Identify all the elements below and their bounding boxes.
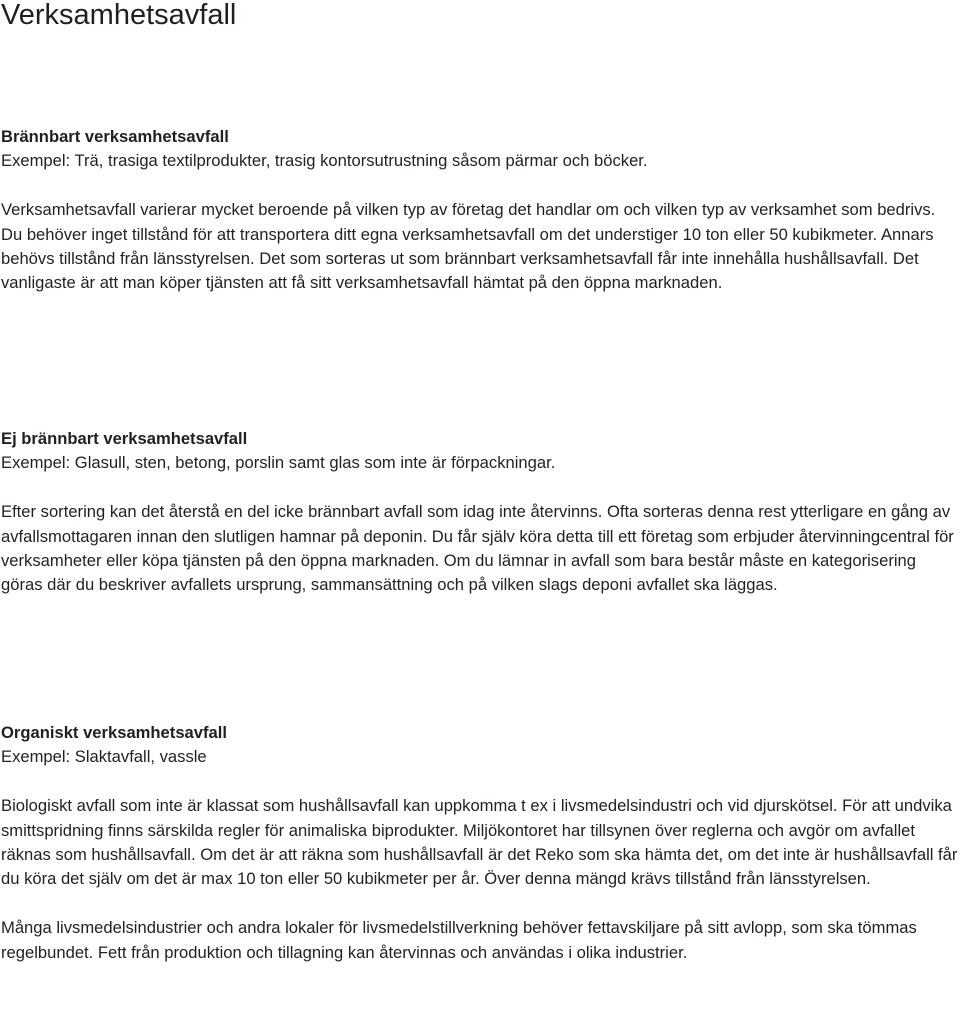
section-ej-brannbart-verksamhetsavfall <box>1 427 959 598</box>
section-example: Exempel: Slaktavfall, vassle <box>1 747 207 767</box>
section-heading: Organiskt verksamhetsavfall <box>1 723 227 742</box>
section-example: Exempel: Trä, trasiga textilprodukter, trasig kontorsutrustning såsom pärmar och böcker. <box>1 151 648 171</box>
section-paragraph: Biologiskt avfall som inte är klassat som hushållsavfall kan uppkomma t ex i livsmedelsindustri och vid djurskötsel. För att undvika smittspridning finns särskilda regler för animaliska biprodukter. Miljökontoret har tillsynen över reglerna och avgör om avfallet räknas som hushållsavfall. Om det är att räkna som hushållsavfall är det Reko som ska hämta det, om det inte är hushållsavfall får du köra det själv om det är max 10 ton eller 50 kubikmeter per år. Över denna mängd krävs tillstånd från länsstyrelsen. <box>1 796 958 889</box>
section-heading: Brännbart verksamhetsavfall <box>1 127 229 146</box>
section-example: Exempel: Glasull, sten, betong, porslin samt glas som inte är förpackningar. <box>1 453 556 473</box>
section-brannbart-verksamhetsavfall <box>1 125 959 296</box>
section-heading: Ej brännbart verksamhetsavfall <box>1 429 248 448</box>
section-paragraph: Efter sortering kan det återstå en del icke brännbart avfall som idag inte återvinns. Ofta sorteras denna rest ytterligare en gång av avfallsmottagaren innan den slutligen hamnar på deponin. Du får själv köra detta till ett företag som erbjuder återvinningcentral för verksamheter eller köpa tjänsten på den öppna marknaden. Om du lämnar in avfall som bara består måste en kategorisering göras där du beskriver avfallets ursprung, sammansättning och på vilken slags deponi avfallet ska läggas. <box>1 502 954 595</box>
section-paragraph: Verksamhetsavfall varierar mycket beroende på vilken typ av företag det handlar om och vilken typ av verksamhet som bedrivs. Du behöver inget tillstånd för att transportera ditt egna verksamhetsavfall om det understiger 10 ton eller 50 kubikmeter. Annars behövs tillstånd från länsstyrelsen. Det som sorteras ut som brännbart verksamhetsavfall får inte innehålla hushållsavfall. Det vanligaste är att man köper tjänsten att få sitt verksamhetsavfall hämtat på den öppna marknaden. <box>1 200 936 293</box>
section-paragraph: Många livsmedelsindustrier och andra lokaler för livsmedelstillverkning behöver fettavskiljare på sitt avlopp, som ska tömmas regelbundet. Fett från produktion och tillagning kan återvinnas och användas i olika industrier. <box>1 918 917 962</box>
section-organiskt-verksamhetsavfall <box>1 721 959 965</box>
page-title: Verksamhetsavfall <box>1 0 237 31</box>
